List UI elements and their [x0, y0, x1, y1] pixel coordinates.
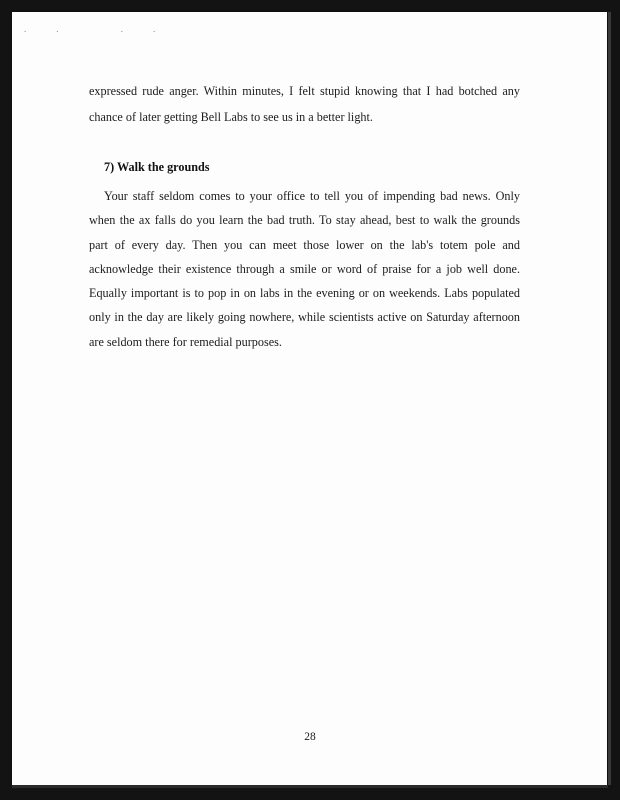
paragraph-1: expressed rude anger. Within minutes, I felt stupid knowing that I had botched any chance of later getting Bell Labs to see us in a better light.	[89, 84, 520, 124]
page-bottom-shadow	[12, 785, 608, 788]
page-number: 28	[304, 731, 316, 743]
page-edge-shadow	[608, 12, 611, 785]
paragraph-2: Your staff seldom comes to your office to tell you of impending bad news. Only when the ax falls do you learn the bad truth. To stay ahead, best to walk the grounds part of every day. Then you can meet those lower on the lab's totem pole and acknowledge their existence through a smile or word of praise for a job well done. Equally important is to pop in on labs in the evening or on weekends. Labs populated only in the day are likely going nowhere, while scientists active on Saturday afternoon are seldom there for remedial purposes.	[89, 189, 520, 349]
corner-marks: .. ..	[24, 24, 186, 34]
section-heading: 7) Walk the grounds	[104, 160, 210, 174]
